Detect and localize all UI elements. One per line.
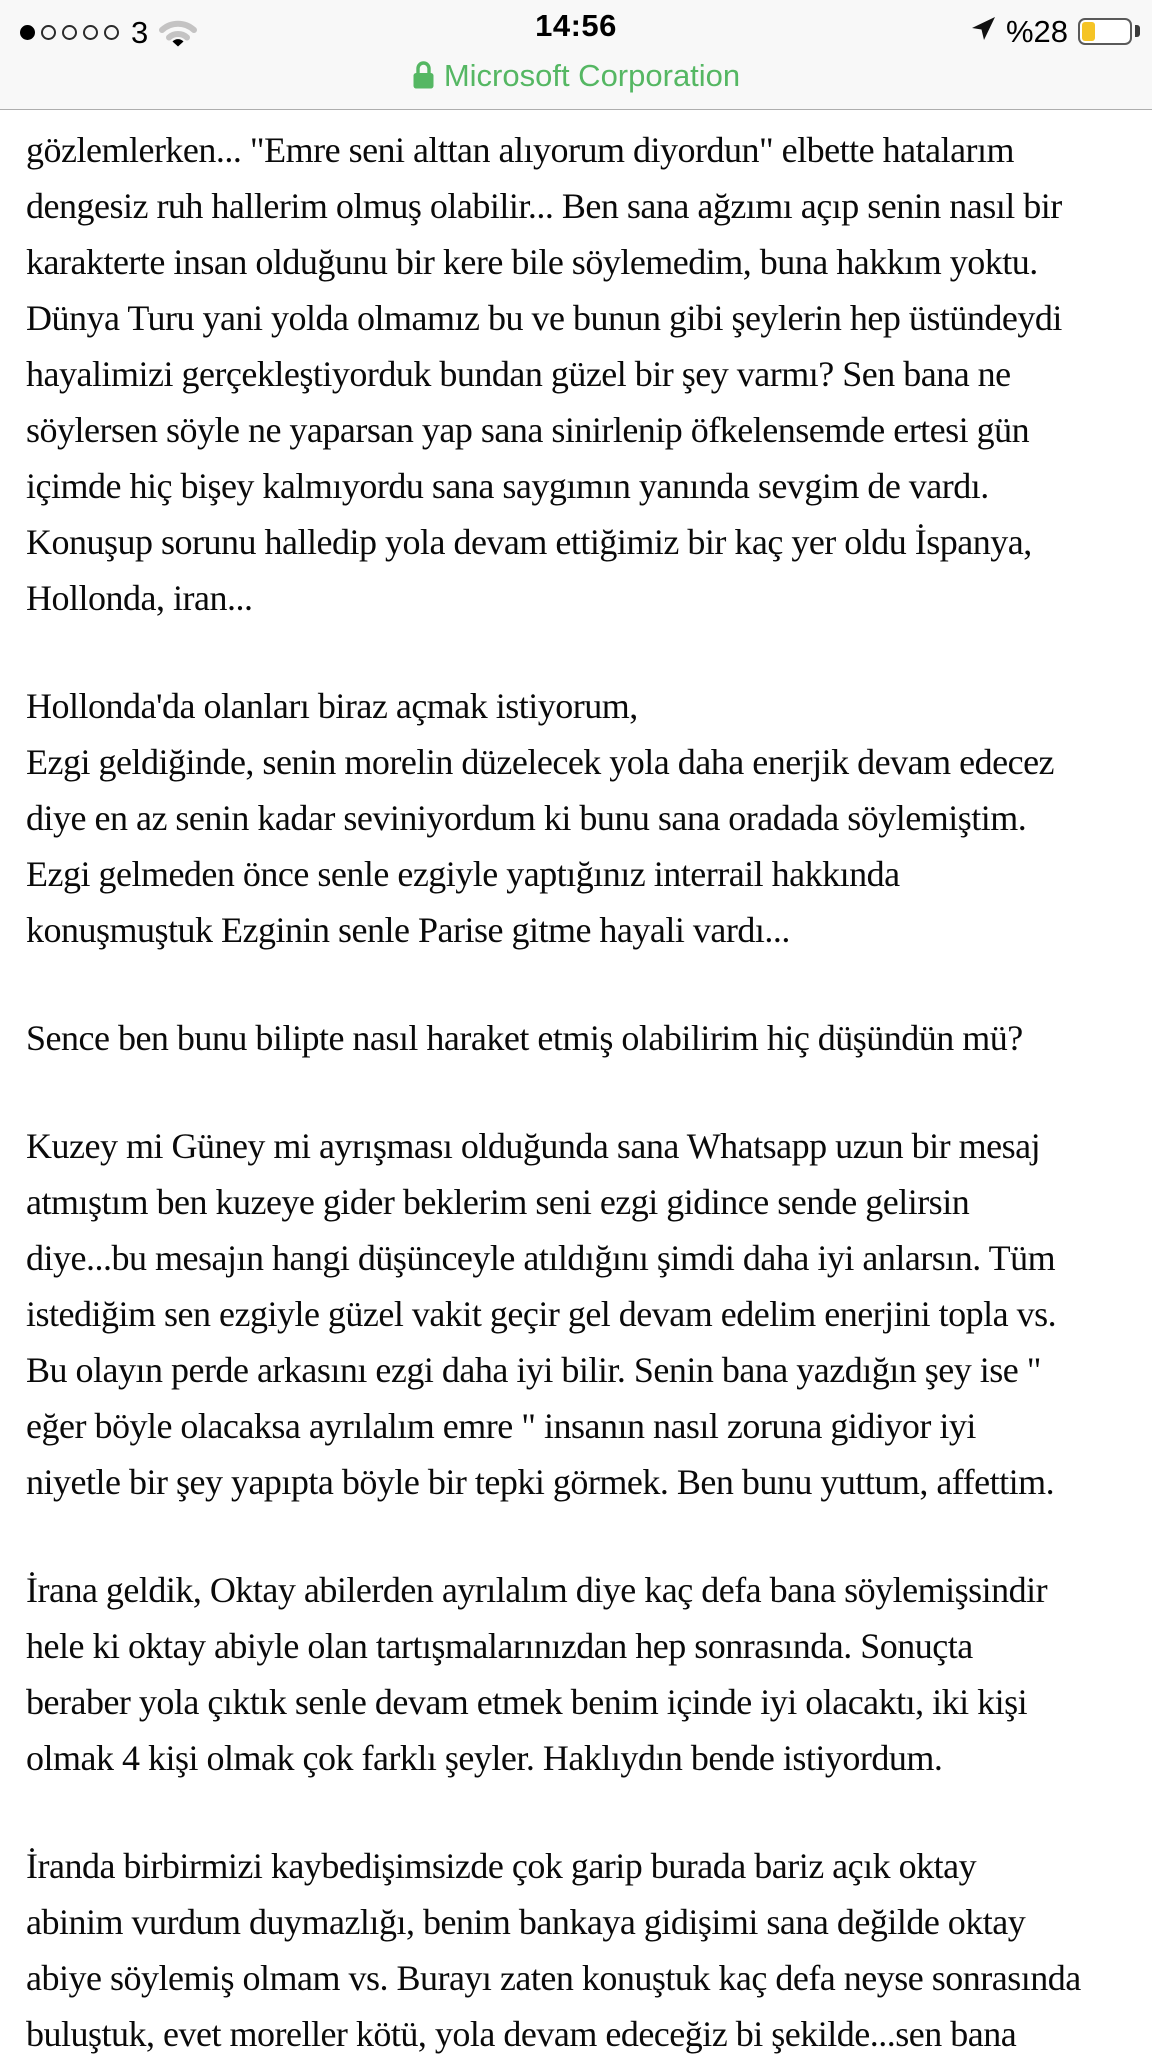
battery-icon: [1078, 18, 1132, 45]
paragraph: [26, 1010, 1128, 1066]
text-line: buluştuk, evet moreller kötü, yola devam edeceğiz bi şekilde...sen bana: [26, 2014, 1017, 2054]
text-line: dengesiz ruh hallerim olmuş olabilir... Ben sana ağzımı açıp senin nasıl bir: [26, 186, 1062, 226]
text-line: gözlemlerken... "Emre seni alttan alıyorum diyordun" elbette hatalarım: [26, 130, 1015, 170]
paragraph: [26, 678, 1128, 958]
paragraph: [26, 1118, 1128, 1510]
document-content: [0, 110, 1152, 2062]
battery-fill: [1082, 22, 1095, 41]
text-line: olmak 4 kişi olmak çok farklı şeyler. Haklıydın bende istiyordum.: [26, 1738, 943, 1778]
text-line: diye en az senin kadar seviniyordum ki bunu sana oradada söylemiştim.: [26, 798, 1027, 838]
status-bar-right: [971, 12, 1140, 50]
text-line: beraber yola çıktık senle devam etmek benim içinde iyi olacaktı, iki kişi: [26, 1682, 1028, 1722]
secure-site-url-bar[interactable]: [0, 58, 1152, 98]
text-line: Dünya Turu yani yolda olmamız bu ve bunun gibi şeylerin hep üstündeydi: [26, 298, 1062, 338]
text-line: atmıştım ben kuzeye gider beklerim seni ezgi gidince sende gelirsin: [26, 1182, 970, 1222]
text-line: Bu olayın perde arkasını ezgi daha iyi bilir. Senin bana yazdığın şey ise ": [26, 1350, 1041, 1390]
text-line: niyetle bir şey yapıpta böyle bir tepki görmek. Ben bunu yuttum, affettim.: [26, 1462, 1055, 1502]
text-line: Hollonda, iran...: [26, 578, 253, 618]
text-line: eğer böyle olacaksa ayrılalım emre " insanın nasıl zoruna gidiyor iyi: [26, 1406, 976, 1446]
carrier-label: 3: [131, 14, 149, 50]
text-line: içimde hiç bişey kalmıyordu sana saygımın yanında sevgim de vardı.: [26, 466, 989, 506]
text-line: Sence ben bunu bilipte nasıl haraket etmiş olabilirim hiç düşündün mü?: [26, 1018, 1023, 1058]
text-line: hele ki oktay abiyle olan tartışmalarınızdan hep sonrasında. Sonuçta: [26, 1626, 973, 1666]
text-line: hayalimizi gerçekleştiyorduk bundan güzel bir şey varmı? Sen bana ne: [26, 354, 1011, 394]
location-arrow-icon: [971, 16, 996, 46]
text-line: konuşmuştuk Ezginin senle Parise gitme hayali vardı...: [26, 910, 790, 950]
text-line: Hollonda'da olanları biraz açmak istiyorum,: [26, 686, 638, 726]
status-bar: [0, 0, 1152, 110]
text-line: Ezgi gelmeden önce senle ezgiyle yaptığınız interrail hakkında: [26, 854, 900, 894]
lock-icon: [412, 60, 435, 98]
text-line: Kuzey mi Güney mi ayrışması olduğunda sana Whatsapp uzun bir mesaj: [26, 1126, 1041, 1166]
text-line: söylersen söyle ne yaparsan yap sana sinirlenip öfkelensemde ertesi gün: [26, 410, 1030, 450]
paragraph: [26, 1838, 1128, 2062]
text-line: Ezgi geldiğinde, senin morelin düzelecek yola daha enerjik devam edecez: [26, 742, 1055, 782]
battery-percent-label: %28: [1005, 13, 1068, 49]
text-line: Konuşup sorunu halledip yola devam ettiğimiz bir kaç yer oldu İspanya,: [26, 522, 1032, 562]
text-line: istediğim sen ezgiyle güzel vakit geçir gel devam edelim enerjini topla vs.: [26, 1294, 1057, 1334]
text-line: İrana geldik, Oktay abilerden ayrılalım diye kaç defa bana söylemişsindir: [26, 1570, 1048, 1610]
paragraph: [26, 1562, 1128, 1786]
battery-nub: [1135, 25, 1140, 37]
paragraph: [26, 122, 1128, 626]
site-name: Microsoft Corporation: [443, 58, 741, 93]
clock: 14:56: [535, 8, 617, 43]
text-line: İranda birbirmizi kaybedişimsizde çok garip burada bariz açık oktay: [26, 1846, 977, 1886]
text-line: abiye söylemiş olmam vs. Burayı zaten konuştuk kaç defa neyse sonrasında: [26, 1958, 1081, 1998]
text-line: karakterte insan olduğunu bir kere bile söylemedim, buna hakkım yoktu.: [26, 242, 1038, 282]
text-line: diye...bu mesajın hangi düşünceyle atıldığını şimdi daha iyi anlarsın. Tüm: [26, 1238, 1056, 1278]
text-line: abinim vurdum duymazlığı, benim bankaya gidişimi sana değilde oktay: [26, 1902, 1026, 1942]
